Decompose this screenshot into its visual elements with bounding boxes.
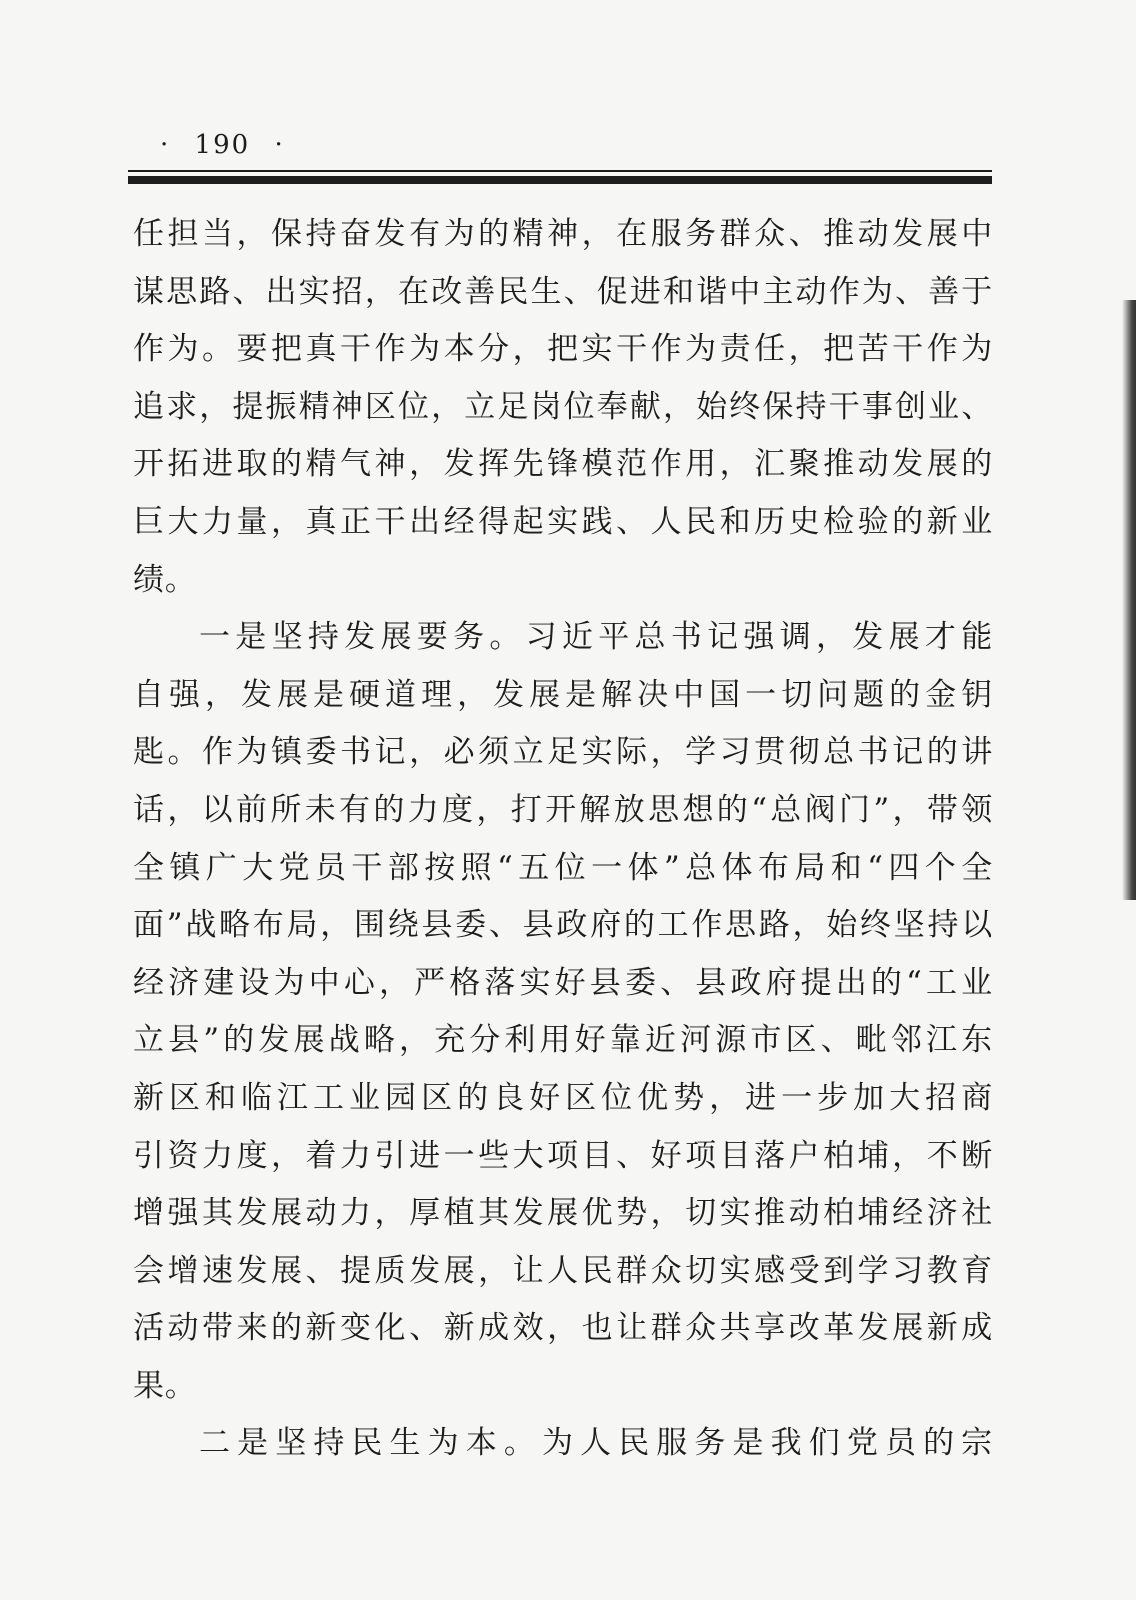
header-rule-thick	[128, 176, 992, 184]
page-header	[146, 130, 299, 160]
text-line: 匙。作为镇委书记，必须立足实际，学习贯彻总书记的讲	[133, 734, 993, 771]
header-dot-left: ·	[160, 130, 171, 160]
text-line: 立县”的发展战略，充分利用好靠近河源市区、毗邻江东	[133, 1022, 993, 1059]
text-line: 巨大力量，真正干出经得起实践、人民和历史检验的新业	[133, 503, 993, 540]
text-line: 面”战略布局，围绕县委、县政府的工作思路，始终坚持以	[133, 907, 993, 944]
page-number: 190	[194, 130, 251, 160]
text-line: 引资力度，着力引进一些大项目、好项目落户柏埔，不断	[133, 1137, 993, 1174]
text-line: 活动带来的新变化、新成效，也让群众共享改革发展新成	[133, 1310, 993, 1347]
text-line: 果。	[133, 1367, 197, 1404]
text-line: 经济建设为中心，严格落实好县委、县政府提出的“工业	[133, 964, 993, 1001]
text-line: 增强其发展动力，厚植其发展优势，切实推动柏埔经济社	[133, 1195, 993, 1232]
text-line: 会增速发展、提质发展，让人民群众切实感受到学习教育	[133, 1252, 993, 1289]
text-line: 追求，提振精神区位，立足岗位奉献，始终保持干事创业、	[133, 388, 993, 425]
text-line: 谋思路、出实招，在改善民生、促进和谐中主动作为、善于	[133, 273, 993, 310]
header-dot-right: ·	[274, 130, 285, 160]
text-line: 全镇广大党员干部按照“五位一体”总体布局和“四个全	[133, 849, 993, 886]
text-line: 自强，发展是硬道理，发展是解决中国一切问题的金钥	[133, 676, 993, 713]
header-rule-thin	[128, 170, 992, 172]
text-line: 任担当，保持奋发有为的精神，在服务群众、推动发展中	[133, 216, 993, 252]
text-line: 开拓进取的精气神，发挥先锋模范作用，汇聚推动发展的	[133, 446, 993, 483]
body-text	[133, 212, 993, 1479]
text-line: 新区和临江工业园区的良好区位优势，进一步加大招商	[133, 1079, 993, 1116]
text-line: 绩。	[133, 561, 197, 598]
page-edge-shadow	[1122, 300, 1136, 900]
paragraph-first-line: 一是坚持发展要务。习近平总书记强调，发展才能	[199, 619, 993, 656]
paragraph-first-line: 二是坚持民生为本。为人民服务是我们党员的宗	[199, 1425, 993, 1462]
text-line: 作为。要把真干作为本分，把实干作为责任，把苦干作为	[133, 331, 993, 368]
text-line: 话，以前所未有的力度，打开解放思想的“总阀门”，带领	[133, 791, 993, 828]
